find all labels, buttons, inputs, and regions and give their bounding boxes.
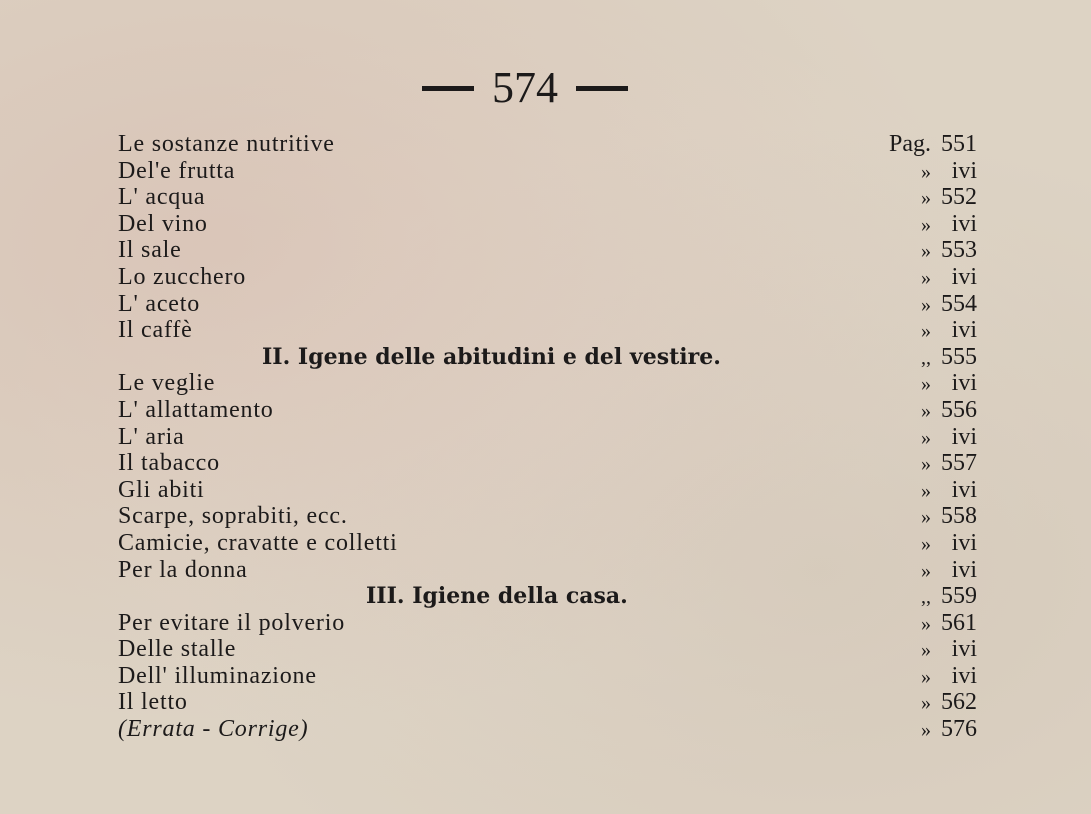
toc-page-marker: »	[921, 719, 931, 742]
toc-page-ref: 554	[941, 290, 977, 317]
toc-entry-title: L' allattamento	[118, 396, 274, 423]
toc-page-ref: ivi	[951, 210, 977, 237]
toc-row	[0, 317, 1091, 344]
toc-entry-title: Dell' illuminazione	[118, 662, 317, 689]
toc-page-marker: »	[921, 266, 931, 289]
toc-row	[0, 131, 1091, 158]
toc-page-ref: ivi	[951, 556, 977, 583]
toc-row	[0, 716, 1091, 743]
toc-page-marker: »	[921, 320, 931, 343]
toc-row	[0, 477, 1091, 504]
toc-page-marker: »	[921, 639, 931, 662]
toc-page-marker: Pag.	[889, 131, 931, 157]
toc-page-marker: »	[921, 612, 931, 635]
toc-page-marker: »	[921, 293, 931, 316]
toc-page-ref: ivi	[951, 529, 977, 556]
toc-page-marker: ,,	[921, 586, 931, 609]
toc-page-marker: »	[921, 426, 931, 449]
toc-page-ref: ivi	[951, 476, 977, 503]
toc-page-marker: »	[921, 213, 931, 236]
toc-row	[0, 424, 1091, 451]
toc-row	[0, 264, 1091, 291]
toc-page-ref: 561	[941, 609, 977, 636]
toc-row	[0, 291, 1091, 318]
toc-page-marker: »	[921, 373, 931, 396]
toc-page-marker: »	[921, 692, 931, 715]
toc-page-ref: 556	[941, 396, 977, 423]
toc-entry-title: Il tabacco	[118, 450, 220, 477]
toc-page-ref: 555	[941, 343, 977, 370]
toc-entry-title: L' acqua	[118, 184, 206, 211]
toc-row	[0, 211, 1091, 238]
toc-page-marker: »	[921, 453, 931, 476]
page-number: 574	[492, 63, 558, 112]
toc-entry-title: Per evitare il polverio	[118, 609, 345, 636]
right-dash	[576, 86, 628, 91]
toc-page-ref: ivi	[951, 263, 977, 290]
toc-row	[0, 557, 1091, 584]
toc-page-marker: »	[921, 506, 931, 529]
left-dash	[422, 86, 474, 91]
toc-page-ref: 557	[941, 450, 977, 477]
toc-row	[0, 530, 1091, 557]
toc-entry-title: Scarpe, soprabiti, ecc.	[118, 503, 348, 530]
toc-page-marker: ,,	[921, 346, 931, 369]
toc-entry-title: Per la donna	[118, 556, 248, 583]
toc-entry-title: Gli abiti	[118, 476, 205, 503]
toc-row	[0, 158, 1091, 185]
toc-page-ref: 558	[941, 503, 977, 530]
toc-row	[0, 370, 1091, 397]
toc-entry-title: (Errata - Corrige)	[118, 716, 309, 743]
toc-entry-title: L' aceto	[118, 290, 201, 317]
toc-page-marker: »	[921, 160, 931, 183]
toc-page-marker: »	[921, 532, 931, 555]
toc-section-heading: III. Igiene della casa.	[366, 583, 628, 610]
toc-entry-title: L' aria	[118, 423, 185, 450]
toc-entry-title: Le veglie	[118, 370, 216, 397]
toc-entry-title: Delle stalle	[118, 636, 237, 663]
toc-page-marker: »	[921, 559, 931, 582]
toc-page-ref: 553	[941, 237, 977, 264]
toc-row	[0, 397, 1091, 424]
toc-entry-title: Le sostanze nutritive	[118, 131, 335, 157]
toc-page-ref: ivi	[951, 157, 977, 184]
toc-row	[0, 237, 1091, 264]
page-header	[400, 58, 650, 118]
toc-row	[0, 450, 1091, 477]
toc-page-marker: »	[921, 399, 931, 422]
toc-row	[0, 610, 1091, 637]
toc-page-marker: »	[921, 665, 931, 688]
toc-page-marker: »	[921, 187, 931, 210]
toc-page-ref: 551	[941, 131, 977, 157]
toc-page-ref: 562	[941, 689, 977, 716]
toc-section-row	[0, 344, 1091, 371]
toc-page-ref: 559	[941, 583, 977, 610]
toc-page-marker: »	[921, 479, 931, 502]
toc-entry-title: Lo zucchero	[118, 263, 247, 290]
toc-entry-title: Del vino	[118, 210, 208, 237]
toc-row	[0, 503, 1091, 530]
toc-row	[0, 636, 1091, 663]
toc-page-ref: ivi	[951, 317, 977, 344]
toc-entry-title: Il caffè	[118, 317, 193, 344]
toc-row	[0, 689, 1091, 716]
toc-page-ref: ivi	[951, 370, 977, 397]
toc-entry-title: Il sale	[118, 237, 182, 264]
toc-entry-title: Camicie, cravatte e colletti	[118, 529, 398, 556]
toc-page-ref: ivi	[951, 662, 977, 689]
toc-entry-title: Del'e frutta	[118, 157, 236, 184]
table-of-contents	[0, 131, 1091, 743]
toc-entry-title: Il letto	[118, 689, 188, 716]
toc-row	[0, 663, 1091, 690]
toc-page-ref: ivi	[951, 423, 977, 450]
toc-page-ref: ivi	[951, 636, 977, 663]
toc-page-marker: »	[921, 240, 931, 263]
toc-page-ref: 576	[941, 716, 977, 743]
toc-row	[0, 184, 1091, 211]
toc-section-row	[0, 583, 1091, 610]
toc-section-heading: II. Igene delle abitudini e del vestire.	[262, 343, 721, 370]
toc-page-ref: 552	[941, 184, 977, 211]
